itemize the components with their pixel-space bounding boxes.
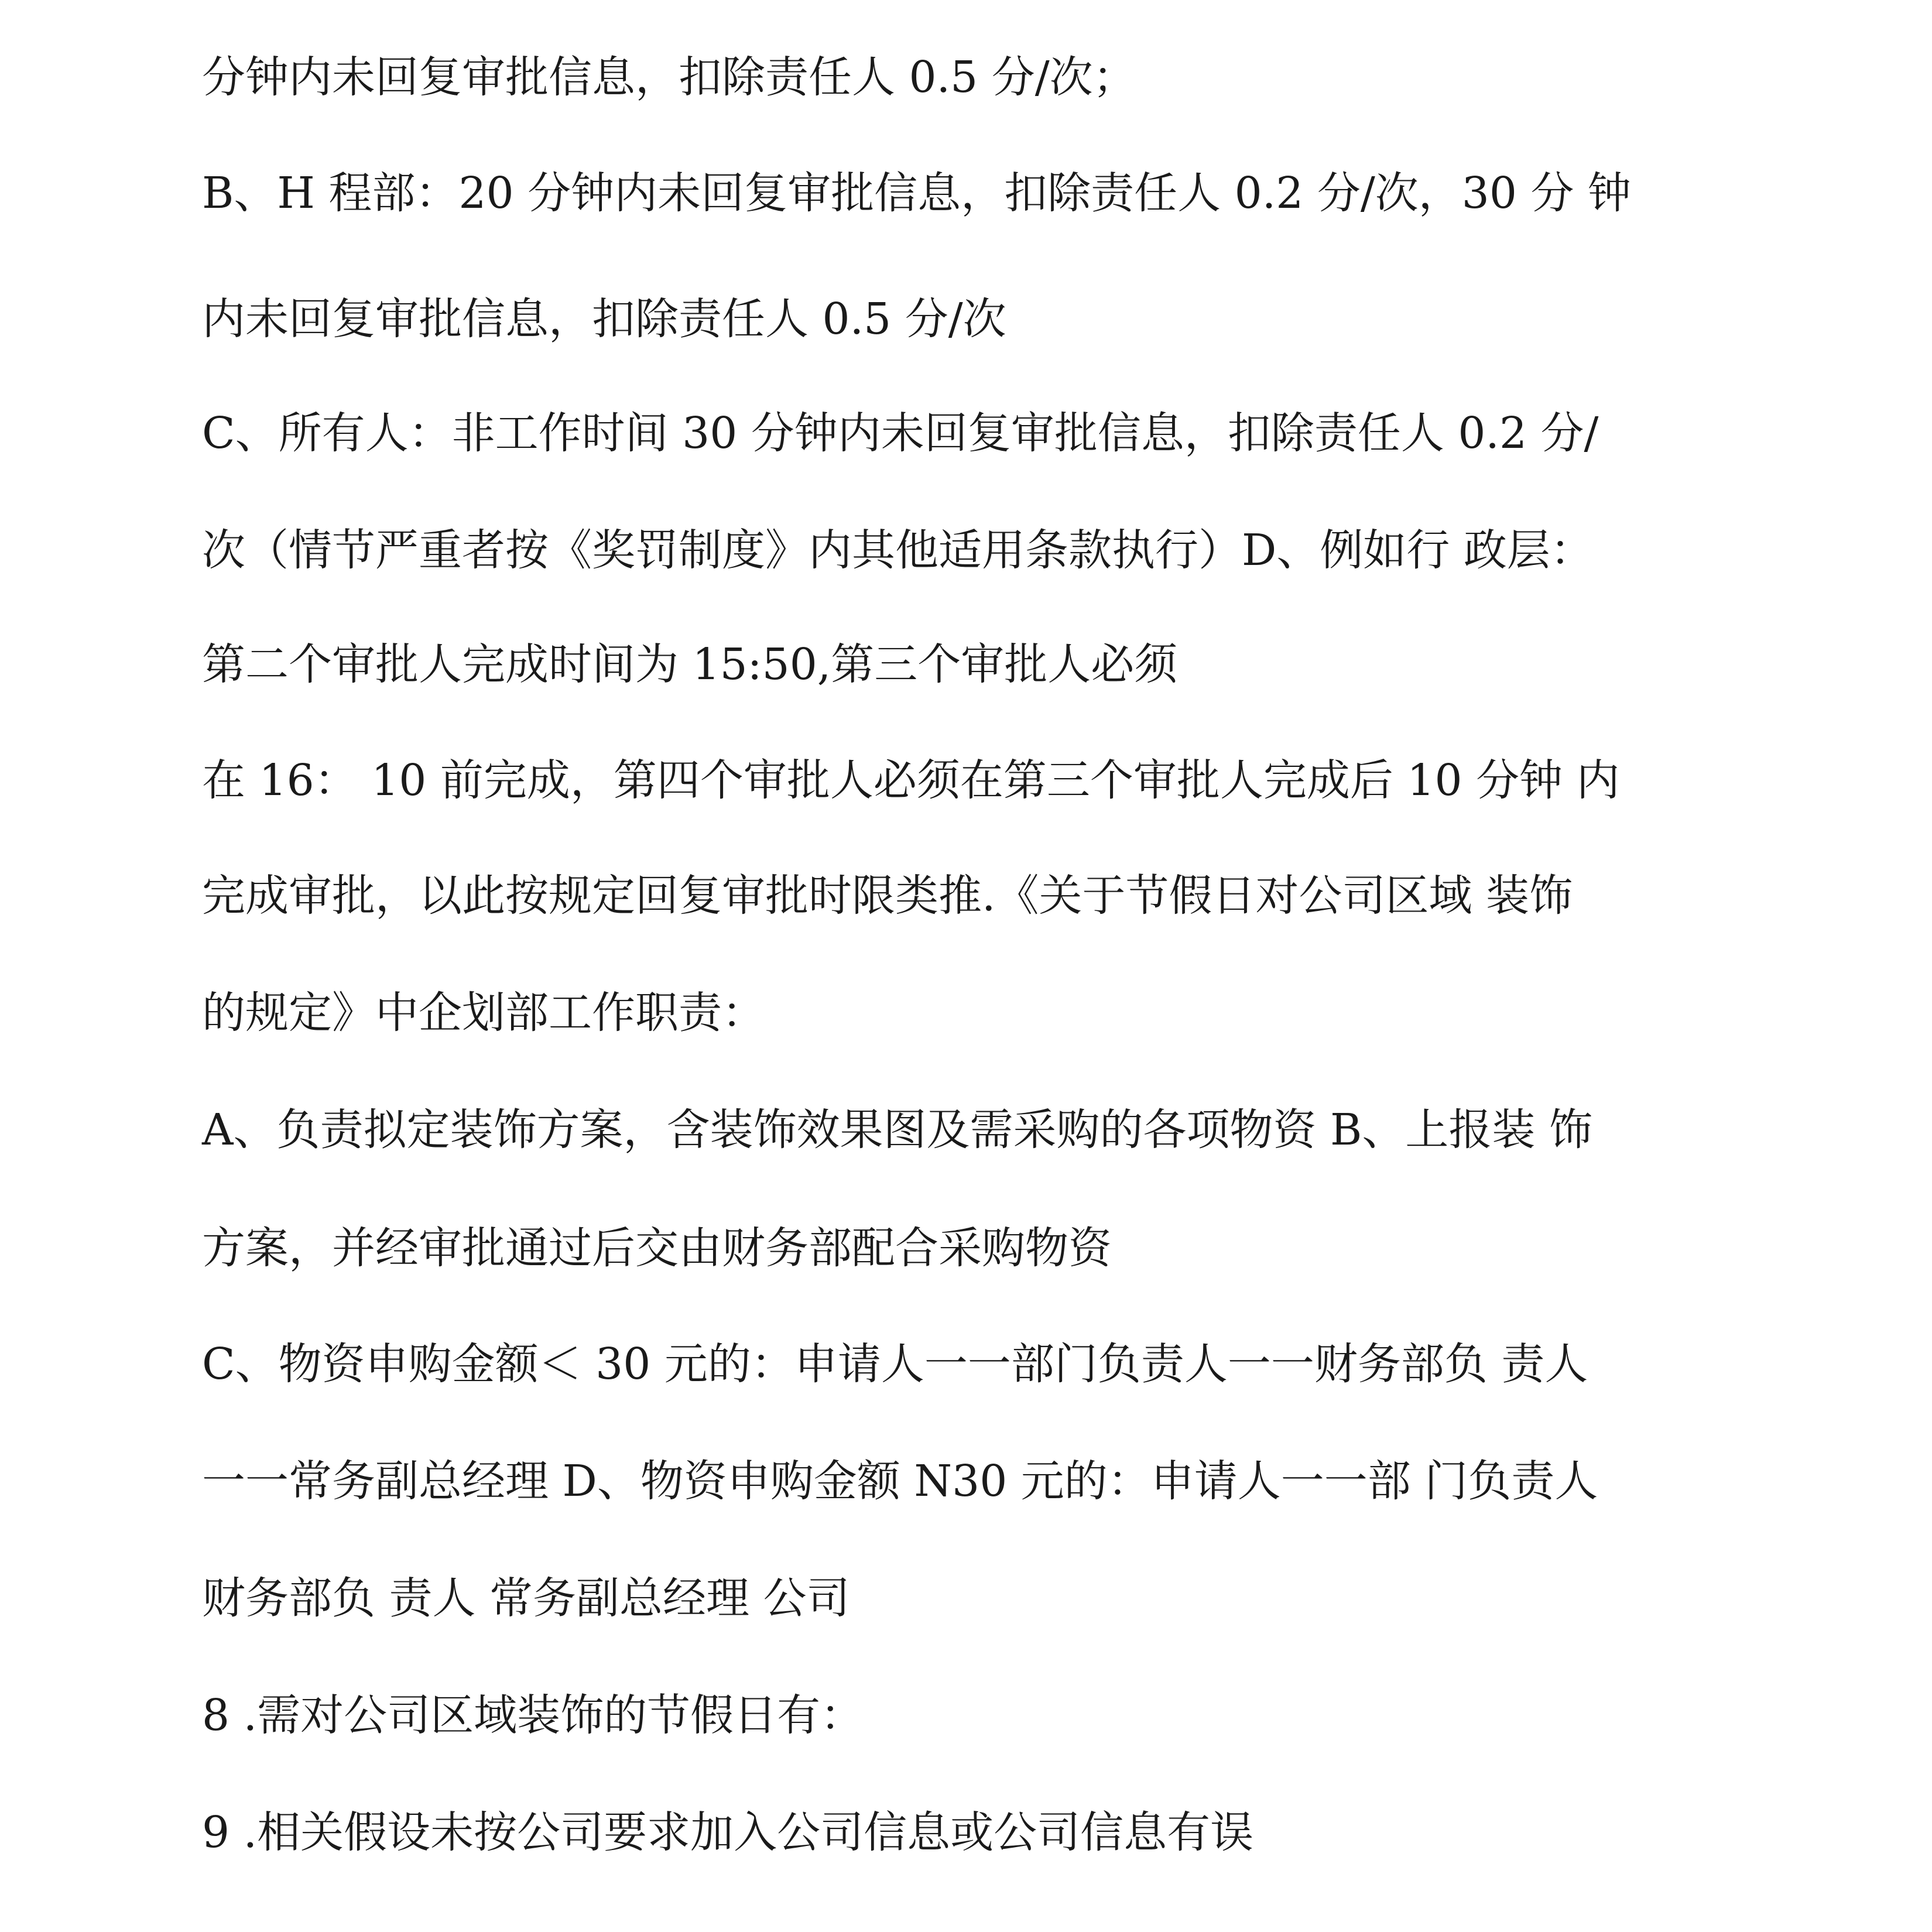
text-line-2: B、H 程部：20 分钟内未回复审批信息，扣除责任人 0.2 分/次，30 分 钟 — [202, 168, 1631, 218]
text-line-6: 第二个审批人完成时间为 15:50,第三个审批人必须 — [202, 639, 1178, 690]
text-line-16: 9 .相关假设未按公司要求加入公司信息或公司信息有误 — [202, 1807, 1254, 1858]
text-line-3: 内未回复审批信息，扣除责任人 0.5 分/次 — [202, 294, 1006, 344]
text-line-7: 在 16： 10 前完成，第四个审批人必须在第三个审批人完成后 10 分钟 内 — [202, 755, 1620, 806]
text-line-9: 的规定》中企划部工作职责： — [202, 988, 765, 1038]
text-line-8: 完成审批，以此按规定回复审批时限类推.《关于节假日对公司区域 装饰 — [202, 871, 1573, 921]
text-line-15: 8 .需对公司区域装饰的节假日有： — [202, 1690, 864, 1741]
text-line-4: C、所有人：非工作时间 30 分钟内未回复审批信息，扣除责任人 0.2 分/ — [202, 408, 1599, 458]
text-line-12: C、物资申购金额＜ 30 元的：申请人一一部门负责人一一财务部负 责人 — [202, 1339, 1588, 1389]
text-line-1: 分钟内未回复审批信息，扣除责任人 0.5 分/次； — [202, 52, 1136, 102]
text-line-10: A、负责拟定装饰方案，含装饰效果图及需采购的各项物资 B、上报装 饰 — [202, 1105, 1592, 1155]
text-line-13: 一一常务副总经理 D、物资申购金额 N30 元的：申请人一一部 门负责人 — [202, 1456, 1598, 1506]
text-line-5: 次（情节严重者按《奖罚制度》内其他适用条款执行）D、例如行 政层： — [202, 525, 1594, 576]
text-line-14: 财务部负 责人 常务副总经理 公司 — [202, 1573, 850, 1623]
text-line-11: 方案，并经审批通过后交由财务部配合采购物资 — [202, 1223, 1112, 1273]
